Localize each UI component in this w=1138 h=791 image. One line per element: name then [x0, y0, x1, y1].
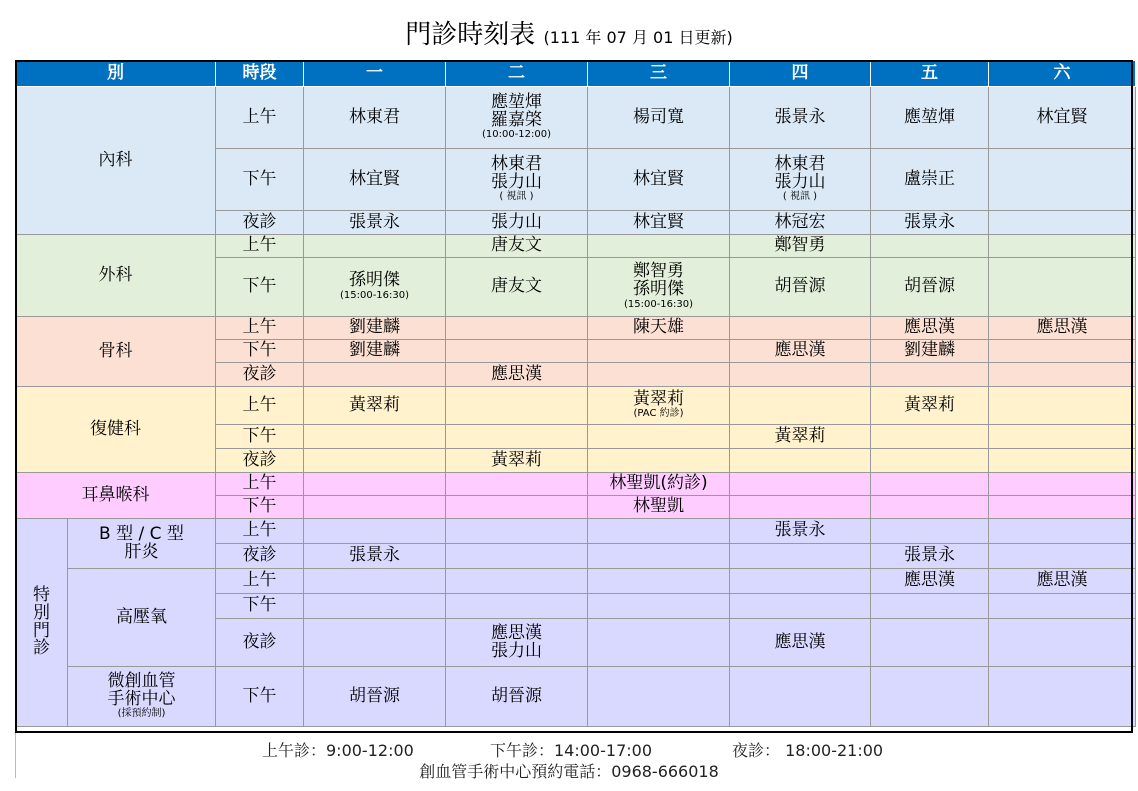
period-pm: 下午: [216, 594, 304, 619]
ortho-pm-tue: [446, 340, 588, 363]
hepatitis-label: 肝炎: [124, 541, 159, 562]
mini-pm-fri: [871, 667, 989, 727]
surgery-pm-thu: 胡晉源: [730, 258, 871, 317]
surgery-am-tue: 唐友文: [446, 235, 588, 258]
period-pm: 下午: [216, 667, 304, 727]
dept-rehab: 復健科: [16, 387, 216, 473]
time-note: (15:00-16:30): [339, 289, 410, 301]
ortho-pm-sat: [989, 340, 1136, 363]
ent-pm-tue: [446, 496, 588, 519]
mini-pm-wed: [588, 667, 730, 727]
ent-am-mon: [304, 473, 446, 496]
doctor-name: 黃翠莉: [633, 388, 684, 409]
hep-night-tue: [446, 544, 588, 569]
ortho-pm-mon: 劉建麟: [304, 340, 446, 363]
ortho-night-fri: [871, 363, 989, 387]
ortho-night-sat: [989, 363, 1136, 387]
ortho-am-wed: 陳天雄: [588, 317, 730, 340]
hbo-am-fri: 應思漢: [871, 569, 989, 594]
surgery-pm-wed: [588, 258, 730, 317]
period-am: 上午: [216, 473, 304, 496]
period-night: 夜診: [216, 363, 304, 387]
hbo-am-wed: [588, 569, 730, 594]
ent-am-fri: [871, 473, 989, 496]
internal-am-mon: 林東君: [304, 87, 446, 149]
internal-night-tue: 張力山: [446, 211, 588, 235]
internal-am-thu: 張景永: [730, 87, 871, 149]
hbo-am-mon: [304, 569, 446, 594]
period-night: 夜診: [216, 544, 304, 569]
ortho-pm-thu: 應思漢: [730, 340, 871, 363]
rehab-am-tue: [446, 387, 588, 425]
internal-pm-sat: [989, 149, 1136, 211]
ent-am-thu: [730, 473, 871, 496]
hep-am-row: [16, 519, 1136, 544]
internal-am-row: [16, 87, 1136, 149]
hbo-night-tue: [446, 619, 588, 667]
header-thu: 四: [730, 61, 871, 87]
period-pm: 下午: [216, 496, 304, 519]
ent-pm-wed: 林聖凱: [588, 496, 730, 519]
hep-am-wed: [588, 519, 730, 544]
hepatitis-type: B 型 / C 型: [99, 523, 184, 544]
header-period: 時段: [216, 61, 304, 87]
ent-am-sat: [989, 473, 1136, 496]
pac-note: (PAC 約診): [633, 408, 684, 420]
period-night: 夜診: [216, 619, 304, 667]
ortho-pm-fri: 劉建麟: [871, 340, 989, 363]
special-char: 門: [33, 620, 50, 641]
rehab-night-thu: [730, 449, 871, 473]
ent-pm-sat: [989, 496, 1136, 519]
period-night: 夜診: [216, 211, 304, 235]
header-sat: 六: [989, 61, 1136, 87]
mini-pm-sat: [989, 667, 1136, 727]
special-char: 特: [33, 584, 50, 605]
rehab-night-tue: 黃翠莉: [446, 449, 588, 473]
internal-am-wed: 楊司寬: [588, 87, 730, 149]
surgery-pm-fri: 胡晉源: [871, 258, 989, 317]
surgery-am-wed: [588, 235, 730, 258]
period-pm: 下午: [216, 258, 304, 317]
footer-am-hours: 上午診：9:00-12:00: [262, 741, 414, 760]
period-am: 上午: [216, 235, 304, 258]
ortho-night-tue: 應思漢: [446, 363, 588, 387]
period-night: 夜診: [216, 449, 304, 473]
rehab-night-mon: [304, 449, 446, 473]
internal-pm-fri: 盧崇正: [871, 149, 989, 211]
title-update-date: (111 年 07 月 01 日更新): [543, 28, 733, 47]
hbo-night-mon: [304, 619, 446, 667]
hep-night-sat: [989, 544, 1136, 569]
rehab-night-wed: [588, 449, 730, 473]
header-wed: 三: [588, 61, 730, 87]
hbo-am-sat: 應思漢: [989, 569, 1136, 594]
schedule-table: [15, 60, 1136, 727]
hep-night-fri: 張景永: [871, 544, 989, 569]
mini-pm-row: [16, 667, 1136, 727]
footer-pm-hours: 下午診：14:00-17:00: [490, 741, 652, 760]
rehab-am-mon: 黃翠莉: [304, 387, 446, 425]
internal-am-fri: 應堃煇: [871, 87, 989, 149]
internal-pm-wed: 林宜賢: [588, 149, 730, 211]
hbo-am-thu: [730, 569, 871, 594]
special-char: 診: [33, 638, 50, 659]
ent-pm-fri: [871, 496, 989, 519]
video-note: ( 視訊 ): [499, 191, 534, 203]
doctor-name: 應思漢: [491, 622, 542, 643]
special-char: 別: [33, 602, 50, 623]
internal-night-sat: [989, 211, 1136, 235]
hep-am-sat: [989, 519, 1136, 544]
time-note: (15:00-16:30): [623, 298, 694, 310]
hbo-night-fri: [871, 619, 989, 667]
footer-night-hours: 夜診： 18:00-21:00: [732, 741, 884, 760]
header-dept: 別: [16, 61, 216, 87]
period-am: 上午: [216, 317, 304, 340]
ortho-am-mon: 劉建麟: [304, 317, 446, 340]
time-note: (10:00-12:00): [481, 129, 552, 141]
ortho-am-thu: [730, 317, 871, 340]
ortho-am-tue: [446, 317, 588, 340]
ortho-night-thu: [730, 363, 871, 387]
hbo-pm-fri: [871, 594, 989, 619]
ent-am-wed: 林聖凱(約診): [588, 473, 730, 496]
rehab-pm-mon: [304, 425, 446, 449]
video-note: ( 視訊 ): [782, 191, 818, 203]
rehab-am-sat: [989, 387, 1136, 425]
doctor-name: 林東君: [774, 153, 826, 174]
hbo-night-wed: [588, 619, 730, 667]
hbo-night-sat: [989, 619, 1136, 667]
rehab-night-sat: [989, 449, 1136, 473]
ortho-am-sat: 應思漢: [989, 317, 1136, 340]
ortho-am-row: [16, 317, 1136, 340]
internal-night-mon: 張景永: [304, 211, 446, 235]
page-title: [0, 14, 1138, 51]
surgery-am-thu: 鄭智勇: [730, 235, 871, 258]
period-am: 上午: [216, 87, 304, 149]
dept-surgery: 外科: [16, 235, 216, 317]
doctor-name: 應堃煇: [491, 91, 542, 112]
header-mon: 一: [304, 61, 446, 87]
internal-night-thu: 林冠宏: [730, 211, 871, 235]
hep-night-mon: 張景永: [304, 544, 446, 569]
hbo-pm-mon: [304, 594, 446, 619]
ent-am-tue: [446, 473, 588, 496]
period-pm: 下午: [216, 340, 304, 363]
hep-night-thu: [730, 544, 871, 569]
dept-ortho: 骨科: [16, 317, 216, 387]
dept-mini-vascular: [68, 667, 216, 727]
ortho-night-wed: [588, 363, 730, 387]
ortho-pm-wed: [588, 340, 730, 363]
hbo-night-thu: 應思漢: [730, 619, 871, 667]
mini-label: 手術中心: [107, 688, 176, 709]
header-fri: 五: [871, 61, 989, 87]
surgery-am-fri: [871, 235, 989, 258]
hbo-pm-wed: [588, 594, 730, 619]
dept-special: [16, 519, 68, 727]
rehab-pm-tue: [446, 425, 588, 449]
internal-am-sat: 林宜賢: [989, 87, 1136, 149]
mini-label: 微創血管: [107, 670, 176, 691]
rehab-pm-wed: [588, 425, 730, 449]
footer-phone: 創血管手術中心預約電話：0968-666018: [419, 762, 719, 781]
header-row: [16, 61, 1136, 87]
rehab-pm-sat: [989, 425, 1136, 449]
surgery-am-mon: [304, 235, 446, 258]
period-pm: 下午: [216, 149, 304, 211]
period-am: 上午: [216, 519, 304, 544]
internal-am-tue: [446, 87, 588, 149]
rehab-am-wed: [588, 387, 730, 425]
rehab-pm-fri: [871, 425, 989, 449]
ent-am-row: [16, 473, 1136, 496]
doctor-name: 張力山: [491, 640, 542, 661]
period-am: 上午: [216, 569, 304, 594]
dept-hyperbaric: 高壓氧: [68, 569, 216, 667]
mini-pm-thu: [730, 667, 871, 727]
doctor-name: 羅嘉棨: [491, 109, 542, 130]
mini-pm-tue: 胡晉源: [446, 667, 588, 727]
hep-am-mon: [304, 519, 446, 544]
hbo-pm-thu: [730, 594, 871, 619]
title-main: 門診時刻表: [405, 20, 536, 50]
reservation-note: (採預約制): [117, 708, 166, 720]
rehab-am-row: [16, 387, 1136, 425]
mini-pm-mon: 胡晉源: [304, 667, 446, 727]
hep-night-wed: [588, 544, 730, 569]
hbo-pm-sat: [989, 594, 1136, 619]
hbo-am-tue: [446, 569, 588, 594]
doctor-name: 鄭智勇: [633, 261, 684, 282]
doctor-name: 張力山: [491, 171, 542, 192]
ortho-night-mon: [304, 363, 446, 387]
surgery-am-row: [16, 235, 1136, 258]
internal-night-fri: 張景永: [871, 211, 989, 235]
dept-ent: 耳鼻喉科: [16, 473, 216, 519]
ortho-am-fri: 應思漢: [871, 317, 989, 340]
doctor-name: 孫明傑: [349, 270, 400, 291]
rehab-night-fri: [871, 449, 989, 473]
surgery-pm-sat: [989, 258, 1136, 317]
rehab-am-fri: 黃翠莉: [871, 387, 989, 425]
hbo-am-row: [16, 569, 1136, 594]
surgery-pm-mon: [304, 258, 446, 317]
period-am: 上午: [216, 387, 304, 425]
internal-pm-mon: 林宜賢: [304, 149, 446, 211]
hbo-pm-tue: [446, 594, 588, 619]
ent-pm-mon: [304, 496, 446, 519]
rehab-pm-thu: 黃翠莉: [730, 425, 871, 449]
dept-internal: 內科: [16, 87, 216, 235]
surgery-pm-tue: 唐友文: [446, 258, 588, 317]
doctor-name: 林東君: [491, 153, 542, 174]
internal-night-wed: 林宜賢: [588, 211, 730, 235]
doctor-name: 張力山: [774, 171, 826, 192]
hep-am-tue: [446, 519, 588, 544]
doctor-name: 孫明傑: [633, 279, 684, 299]
rehab-am-thu: [730, 387, 871, 425]
ent-pm-thu: [730, 496, 871, 519]
hep-am-thu: 張景永: [730, 519, 871, 544]
internal-pm-tue: [446, 149, 588, 211]
period-pm: 下午: [216, 425, 304, 449]
dept-hepatitis: [68, 519, 216, 569]
surgery-am-sat: [989, 235, 1136, 258]
header-tue: 二: [446, 61, 588, 87]
internal-pm-thu: [730, 149, 871, 211]
hep-am-fri: [871, 519, 989, 544]
